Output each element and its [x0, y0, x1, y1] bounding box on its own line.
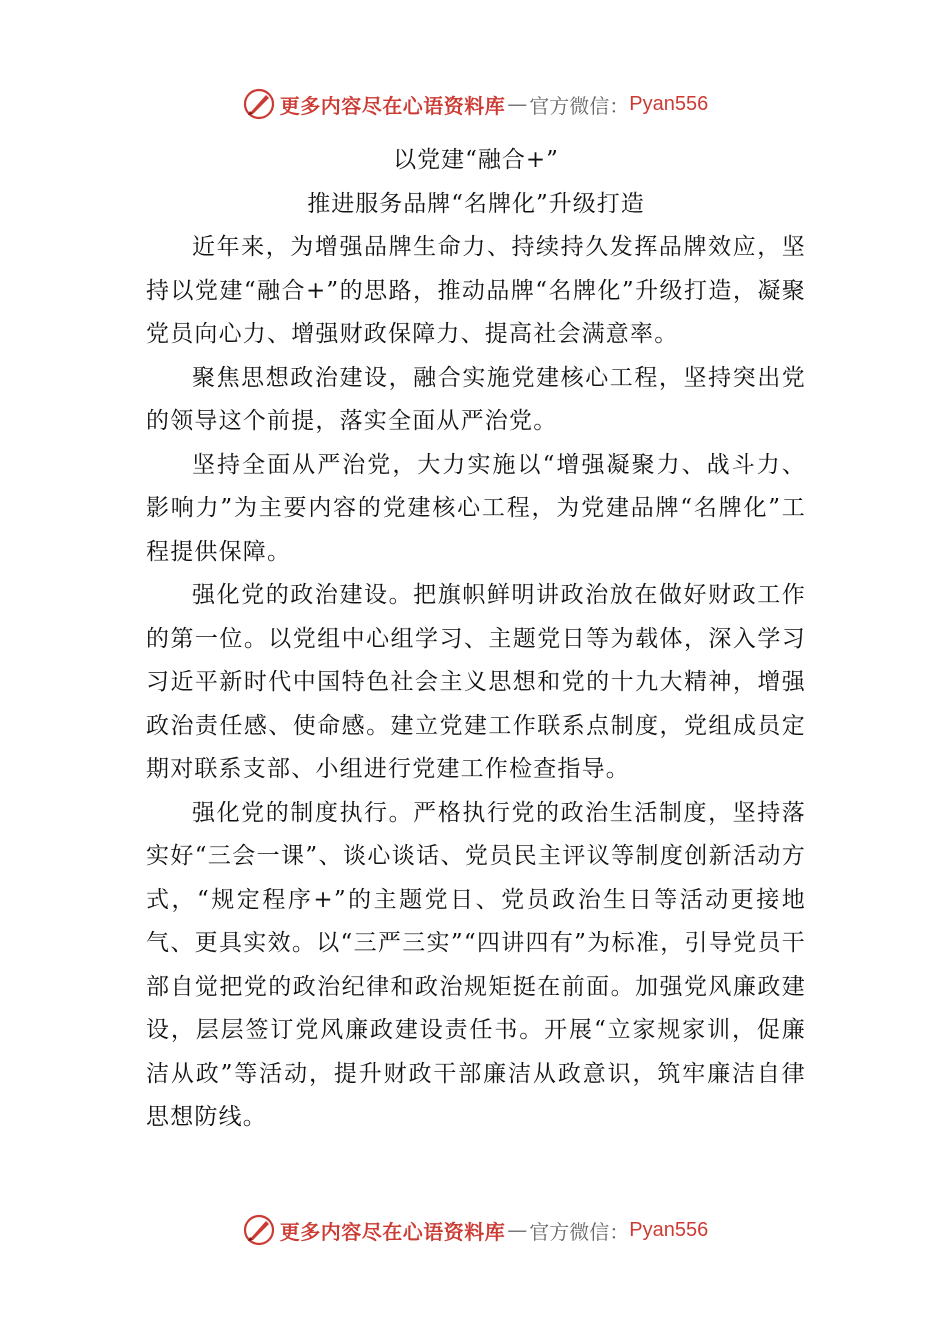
paragraph-3: 坚持全面从严治党，大力实施以“增强凝聚力、战斗力、影响力”为主要内容的党建核心工程，为党建品牌“名牌化”工程提供保障。 [146, 451, 806, 565]
paragraph-5: 强化党的制度执行。严格执行党的政治生活制度，坚持落实好“三会一课”、谈心谈话、党员民主评议等制度创新活动方式，“规定程序+”的主题党日、党员政治生日等活动更接地气、更具实效。以“三严三实”“四讲四有”为标准，引导党员干部自觉把党的政治纪律和政治规矩挺在前面。加强党风廉政建设，层层签订党风廉政建设责任书。开展“立家规家训，促廉洁从政”等活动，提升财政干部廉洁从政意识，筑牢廉洁自律思想防线。 [146, 799, 806, 1130]
paragraph-2: 聚焦思想政治建设，融合实施党建核心工程，坚持突出党的领导这个前提，落实全面从严治党。 [146, 364, 806, 434]
wechat-label: 官方微信： [529, 93, 630, 118]
site-name: 更多内容尽在心语资料库 [279, 1219, 506, 1244]
title-line-2: 推进服务品牌“名牌化”升级打造 [307, 191, 645, 217]
separator: — [507, 92, 528, 116]
separator: — [507, 1218, 528, 1242]
site-name: 更多内容尽在心语资料库 [279, 93, 506, 118]
quill-logo-icon [242, 87, 276, 121]
document-body [146, 138, 806, 1140]
footer-watermark [0, 1210, 950, 1250]
wechat-label: 官方微信： [529, 1219, 630, 1244]
header-watermark [0, 84, 950, 124]
wechat-id: Pyan556 [629, 92, 709, 115]
title-line-1: 以党建“融合+” [393, 147, 559, 173]
paragraph-4: 强化党的政治建设。把旗帜鲜明讲政治放在做好财政工作的第一位。以党组中心组学习、主题党日等为载体，深入学习习近平新时代中国特色社会主义思想和党的十九大精神，增强政治责任感、使命感。建立党建工作联系点制度，党组成员定期对联系支部、小组进行党建工作检查指导。 [146, 582, 806, 782]
wechat-id: Pyan556 [629, 1218, 709, 1241]
paragraph-1: 近年来，为增强品牌生命力、持续持久发挥品牌效应，坚持以党建“融合+”的思路，推动品牌“名牌化”升级打造，凝聚党员向心力、增强财政保障力、提高社会满意率。 [146, 234, 806, 347]
quill-logo-icon [242, 1213, 276, 1247]
